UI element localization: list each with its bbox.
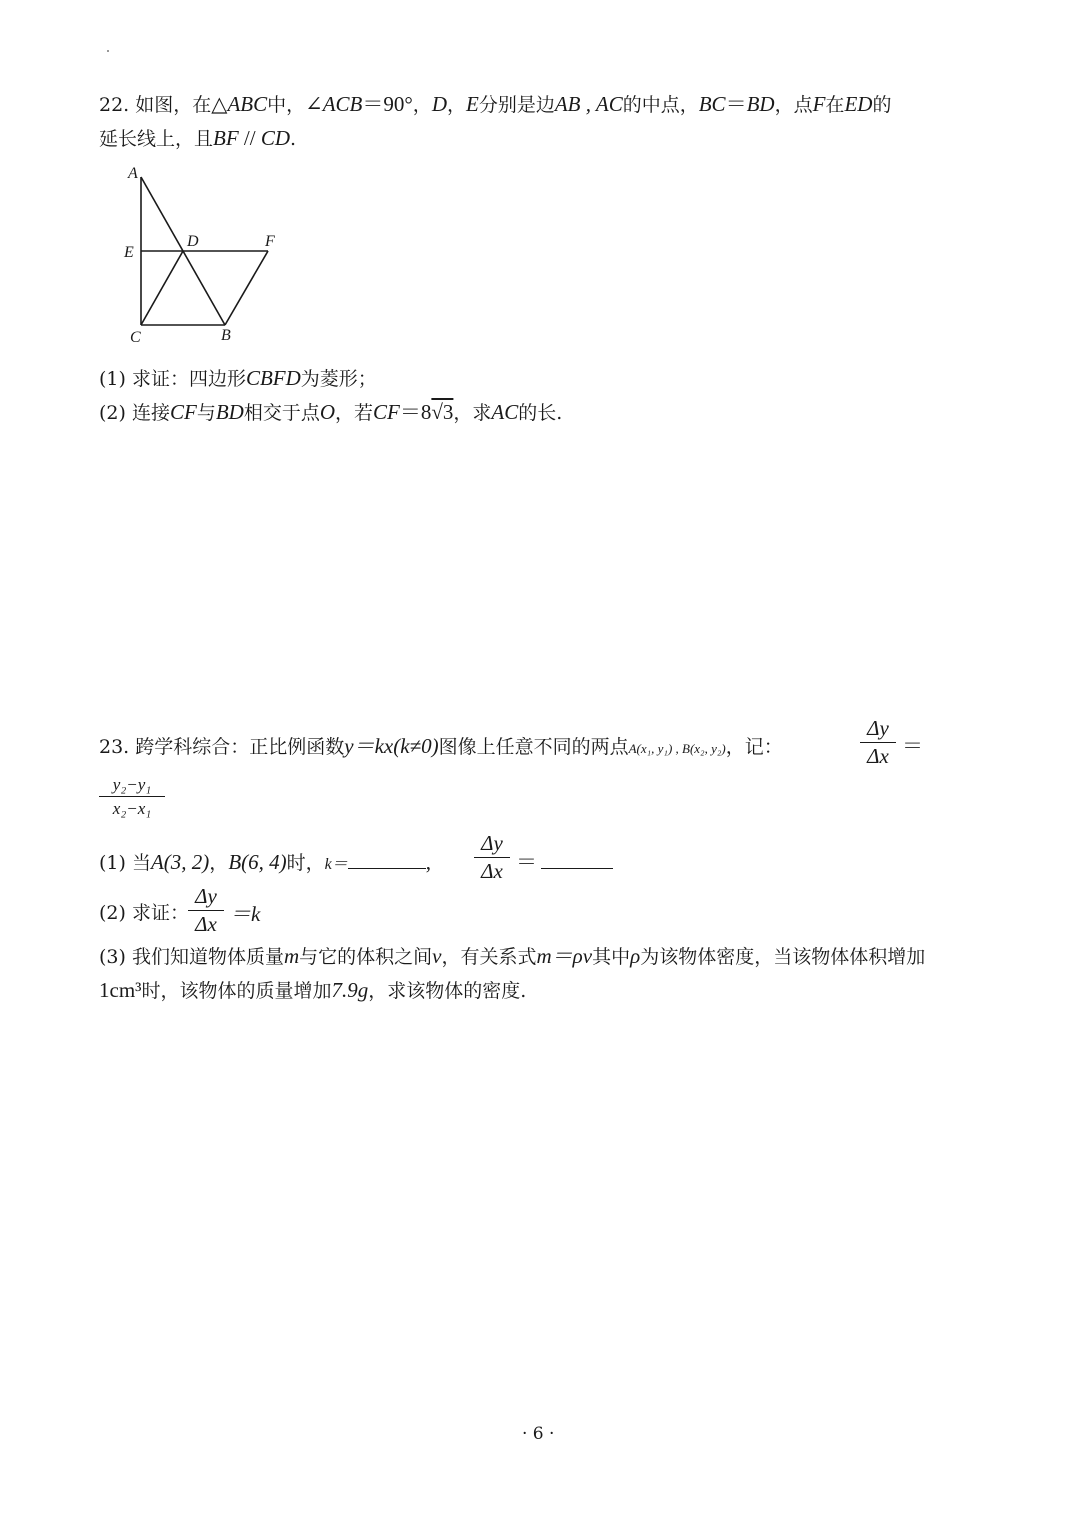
delta-fraction-part1: Δy Δx xyxy=(474,833,510,882)
segment-cd xyxy=(141,251,183,325)
answer-blank-k[interactable] xyxy=(348,852,426,869)
slope-fraction: y₂−y₁ x₂−x₁ xyxy=(99,776,165,817)
label-c: C xyxy=(130,329,141,346)
q23-number: 23. xyxy=(99,736,130,758)
answer-blank-ratio[interactable] xyxy=(541,852,613,869)
q23-line1: 23. 跨学科综合：正比例函数y＝kx(k≠0)图像上任意不同的两点A(x₁, y₁) , B(x₂, y₂)，记： xyxy=(99,734,783,758)
q22-line2: 延长线上，且BF // CD. xyxy=(99,126,297,150)
q22-part2: (2) 连接CF与BD相交于点O，若CF＝8√3，求AC的长. xyxy=(99,400,563,424)
q23-part1: (1) 当A(3, 2)，B(6, 4)时，k＝ , xyxy=(99,850,432,874)
delta-fraction-def: Δy Δx xyxy=(860,718,896,767)
q22-line1: 22. 如图，在△ABC中，∠ACB＝90°，D，E分别是边AB , AC的中点，BC＝BD，点F在ED的 xyxy=(99,92,892,116)
label-b: B xyxy=(221,327,231,344)
q23-part3-line1: (3) 我们知道物体质量m与它的体积之间v，有关系式m＝ρv其中ρ为该物体密度，当该物体体积增加 xyxy=(99,944,926,968)
q23-part3-line2: 1cm³时，该物体的质量增加7.9g，求该物体的密度. xyxy=(99,978,527,1002)
label-d: D xyxy=(187,233,199,250)
delta-fraction-part2: Δy Δx xyxy=(188,886,224,935)
label-a: A xyxy=(128,165,138,182)
q23-part1-answer: ＝ xyxy=(516,852,613,873)
scan-speck xyxy=(107,50,109,52)
label-e: E xyxy=(124,244,134,261)
label-f: F xyxy=(265,233,275,250)
def-equals: ＝ xyxy=(902,734,923,758)
page-number: · 6 · xyxy=(522,1424,555,1444)
equals-k: ＝k xyxy=(230,902,261,926)
q22-part1: (1) 求证：四边形CBFD为菱形； xyxy=(99,366,377,390)
geometry-figure xyxy=(110,160,300,355)
q22-number: 22. xyxy=(99,94,130,116)
q23-part2-label: (2) 求证： xyxy=(99,902,189,924)
segment-bf xyxy=(225,251,268,325)
sqrt-three: √3 xyxy=(431,400,454,424)
